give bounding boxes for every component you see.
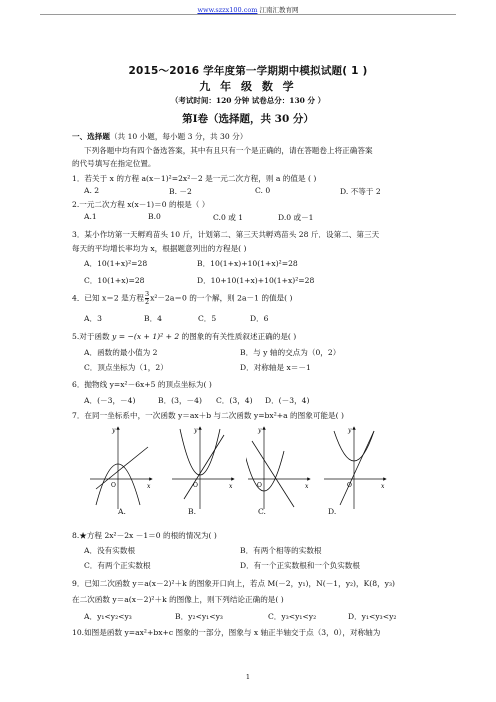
exam-title: 2015～2016 学年度第一学期期中模拟试题( 1 ) <box>128 65 368 77</box>
origin-label: O <box>111 482 116 489</box>
q4-fraction-denominator: 2 <box>144 298 150 306</box>
question-2-stem: 2.一元二次方程 x(x－1)＝0 的根是（ ） <box>72 200 210 209</box>
x-axis-label: x <box>305 483 309 490</box>
line-graph <box>340 431 374 505</box>
q4-option-d[interactable]: D．6 <box>250 314 269 323</box>
q1-option-c[interactable]: C. 0 <box>255 186 271 195</box>
q9-option-d[interactable]: D．y₁<y₃<y₂ <box>348 612 397 621</box>
header-divider <box>40 14 456 15</box>
x-axis-label: x <box>229 483 233 490</box>
q9-option-c[interactable]: C．y₃<y₁<y₂ <box>268 612 317 621</box>
q3-option-a[interactable]: A．10(1+x)²=28 <box>84 259 148 268</box>
x-axis-label: x <box>147 483 151 490</box>
q3-option-d[interactable]: D．10+10(1+x)+10(1+x)²=28 <box>197 276 315 285</box>
y-axis-label: y <box>258 427 262 434</box>
q2-option-d[interactable]: D.0 或－1 <box>278 213 314 222</box>
q7-graph-b[interactable] <box>170 421 238 513</box>
page-number: 1 <box>245 673 251 681</box>
question-6-stem: 6．抛物线 y=x²－6x+5 的顶点坐标为( ) <box>72 380 212 389</box>
line-graph <box>252 441 294 507</box>
section-heading-rest: （共 10 小题，每小题 3 分，共 30 分） <box>109 132 248 141</box>
page-header <box>0 5 496 14</box>
q5-option-b[interactable]: B．与 y 轴的交点为（0，2） <box>240 348 341 357</box>
q2-option-a[interactable]: A.1 <box>84 212 97 221</box>
instruction-line-2: 的代号填写在指定位置。 <box>72 159 156 168</box>
origin-label: O <box>257 482 262 489</box>
q4-stem-a: 4．已知 x＝2 是方程 <box>72 293 144 303</box>
q4-fraction <box>145 291 149 306</box>
question-4-stem <box>72 291 293 306</box>
question-8-stem: 8.★方程 2x²－2x －1＝0 的根的情况为( ) <box>72 531 217 540</box>
y-axis-label: y <box>348 427 352 434</box>
q5-option-d[interactable]: D．对称轴是 x＝－1 <box>240 363 311 372</box>
exam-subject: 九 年 级 数 学 <box>199 80 297 93</box>
q6-option-a[interactable]: A．(－3，－4) <box>84 396 136 405</box>
line-graph <box>96 447 148 489</box>
q8-option-d[interactable]: D．有一个正实数根和一个负实数根 <box>240 561 360 570</box>
q5-option-c[interactable]: C．顶点坐标为（1，2） <box>84 363 168 372</box>
question-5-stem <box>72 331 296 342</box>
q4-option-a[interactable]: A．3 <box>84 314 102 323</box>
q5-stem-b: 的图象的有关性质叙述正确的是( ) <box>181 332 297 341</box>
q7-graph-d[interactable] <box>322 421 390 513</box>
q8-option-b[interactable]: B．有两个相等的实数根 <box>240 546 322 555</box>
line-graph <box>184 435 224 499</box>
question-7-stem: 7．在同一坐标系中，一次函数 y＝ax＋b 与二次函数 y=bx²+a 的图象可能是( ) <box>72 411 344 420</box>
q5-formula: y = −(x + 1)² + 2 <box>112 332 180 341</box>
part-title: 第Ⅰ卷（选择题，共 30 分） <box>182 113 314 125</box>
question-3-stem: 3．某小作坊第一天孵鸡苗头 10 斤，计划第二、第三天共孵鸡苗头 28 斤．设第二、第三天 <box>72 230 380 239</box>
q2-option-b[interactable]: B.0 <box>148 212 161 221</box>
q7-label-d[interactable]: D. <box>328 507 337 516</box>
parabola <box>246 451 284 491</box>
section-heading <box>72 131 247 142</box>
q7-graph-a[interactable] <box>88 421 156 513</box>
x-axis-label: x <box>381 483 385 490</box>
header-site-name: 江南汇教育网 <box>259 6 299 14</box>
q4-option-b[interactable]: B．4 <box>144 314 163 323</box>
q7-label-c[interactable]: C. <box>258 507 266 516</box>
instruction-line-1: 下列各题中均有四个备选答案，其中有且只有一个是正确的，请在答题卷上将正确答案 <box>84 146 373 155</box>
q4-option-c[interactable]: C．5 <box>198 314 217 323</box>
q6-option-b[interactable]: B．(3，－4) <box>158 396 202 405</box>
section-heading-bold: 一、选择题 <box>72 132 110 141</box>
exam-info: （考试时间：120 分钟 试卷总分：130 分 ） <box>170 96 326 105</box>
q3-option-c[interactable]: C．10(1+x)=28 <box>84 276 145 285</box>
q5-stem-a: 5.对于函数 <box>72 332 110 341</box>
q8-option-a[interactable]: A．没有实数根 <box>84 546 136 555</box>
q7-label-a[interactable]: A. <box>118 507 126 516</box>
q8-option-c[interactable]: C．有两个正实数根 <box>84 561 151 570</box>
q9-option-b[interactable]: B．y₂<y₁<y₃ <box>175 612 223 621</box>
question-3-stem-2: 每天的平均增长率均为 x，根据题意列出的方程是( ) <box>72 244 247 253</box>
q7-graph-c[interactable] <box>246 421 314 513</box>
q9-option-a[interactable]: A．y₁<y₂<y₃ <box>84 612 132 621</box>
question-10-stem: 10.如图是函数 y=ax²+bx+c 图象的一部分，图象与 x 轴正半轴交于点（3，0），对称轴为 <box>72 628 381 637</box>
question-9-stem: 9．已知二次函数 y＝a(x－2)²＋k 的图象开口向上，若点 M(－2，y₁)，N(－1，y₂)，K(8，y₃) <box>72 579 395 588</box>
q6-option-c[interactable]: C．(3，4) <box>216 396 253 405</box>
q3-option-b[interactable]: B．10(1+x)+10(1+x)²=28 <box>197 259 298 268</box>
q4-fraction-numerator: 3 <box>144 290 150 298</box>
origin-label: O <box>347 482 352 489</box>
q6-option-d[interactable]: D．(－3，4) <box>265 396 310 405</box>
origin-label: O <box>193 482 198 489</box>
q7-label-b[interactable]: B. <box>188 507 196 516</box>
q4-stem-b: x²－2a＝0 的一个解，则 2a－1 的值是( ) <box>150 293 293 303</box>
question-9-stem-2: 在二次函数 y＝a(x－2)²＋k 的图像上，则下列结论正确的是( ) <box>72 595 284 604</box>
q1-option-b[interactable]: B. －2 <box>169 187 192 196</box>
question-1-stem: 1．若关于 x 的方程 a(x－1)²=2x²－2 是一元二次方程，则 a 的值是 ( ) <box>72 174 317 183</box>
q1-option-a[interactable]: A. 2 <box>84 186 100 195</box>
q1-option-d[interactable]: D. 不等于 2 <box>340 187 381 196</box>
header-link[interactable]: www.szzx100.com <box>197 6 258 14</box>
q5-option-a[interactable]: A．函数的最小值为 2 <box>84 348 158 357</box>
y-axis-label: y <box>194 427 198 434</box>
q2-option-c[interactable]: C.0 或 1 <box>213 213 244 222</box>
y-axis-label: y <box>112 427 116 434</box>
